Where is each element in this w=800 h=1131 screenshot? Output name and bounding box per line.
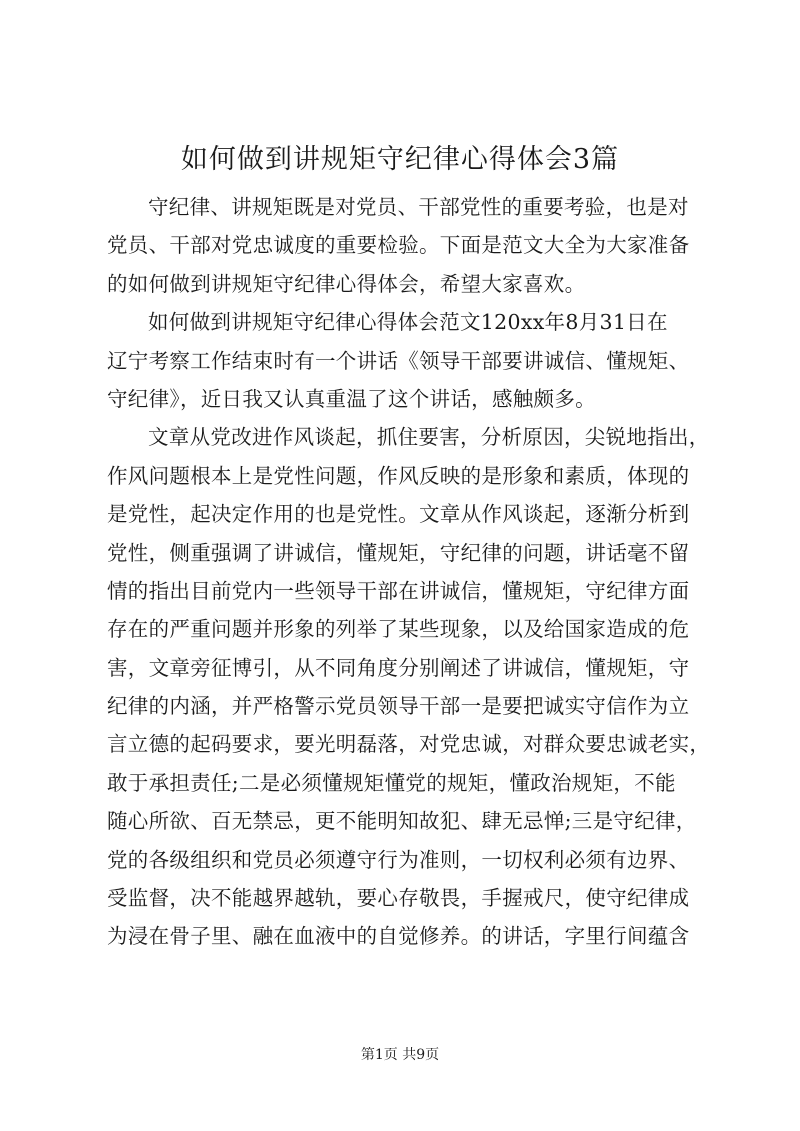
paragraph-line: 文章从党改进作风谈起，抓住要害，分析原因，尖锐地指出， [148,425,710,450]
paragraph-line: 纪律的内涵，并严格警示党员领导干部一是要把诚实守信作为立 [107,694,690,719]
paragraph-line: 为浸在骨子里、融在血液中的自觉修养。的讲话，字里行间蕴含 [107,924,690,949]
document-body [107,188,717,956]
paragraph-line: 害，文章旁征博引，从不同角度分别阐述了讲诚信，懂规矩，守 [107,655,690,680]
page-number-footer: 第1页 共9页 [360,1047,440,1063]
paragraph-line: 的如何做到讲规矩守纪律心得体会，希望大家喜欢。 [107,271,586,296]
paragraph-line: 敢于承担责任;二是必须懂规矩懂党的规矩，懂政治规矩，不能 [107,770,676,795]
paragraph-line: 党性，侧重强调了讲诚信，懂规矩，守纪律的问题，讲话毫不留 [107,540,690,565]
paragraph-line: 党员、干部对党忠诚度的重要检验。下面是范文大全为大家准备 [107,233,690,258]
paragraph-line: 辽宁考察工作结束时有一个讲话《领导干部要讲诚信、懂规矩、 [107,348,690,373]
paragraph-line: 随心所欲、百无禁忌，更不能明知故犯、肆无忌惮;三是守纪律， [107,809,697,834]
paragraph-line: 守纪律、讲规矩既是对党员、干部党性的重要考验，也是对 [148,195,689,219]
paragraph-line: 作风问题根本上是党性问题，作风反映的是形象和素质，体现的 [107,463,690,488]
paragraph-line: 受监督，决不能越界越轨，要心存敬畏，手握戒尺，使守纪律成 [107,886,690,911]
document-title: 如何做到讲规矩守纪律心得体会3篇 [180,144,620,175]
paragraph-line: 党的各级组织和党员必须遵守行为准则，一切权利必须有边界、 [107,847,690,872]
paragraph-line: 言立德的起码要求，要光明磊落，对党忠诚，对群众要忠诚老实， [107,732,711,757]
paragraph-line: 是党性，起决定作用的也是党性。文章从作风谈起，逐渐分析到 [107,502,690,527]
paragraph-line: 存在的严重问题并形象的列举了某些现象，以及给国家造成的危 [107,617,690,642]
paragraph-line: 情的指出目前党内一些领导干部在讲诚信，懂规矩，守纪律方面 [107,578,690,603]
paragraph-line: 如何做到讲规矩守纪律心得体会范文120xx年8月31日在 [148,310,668,335]
paragraph-line: 守纪律》，近日我又认真重温了这个讲话，感触颇多。 [107,386,596,411]
